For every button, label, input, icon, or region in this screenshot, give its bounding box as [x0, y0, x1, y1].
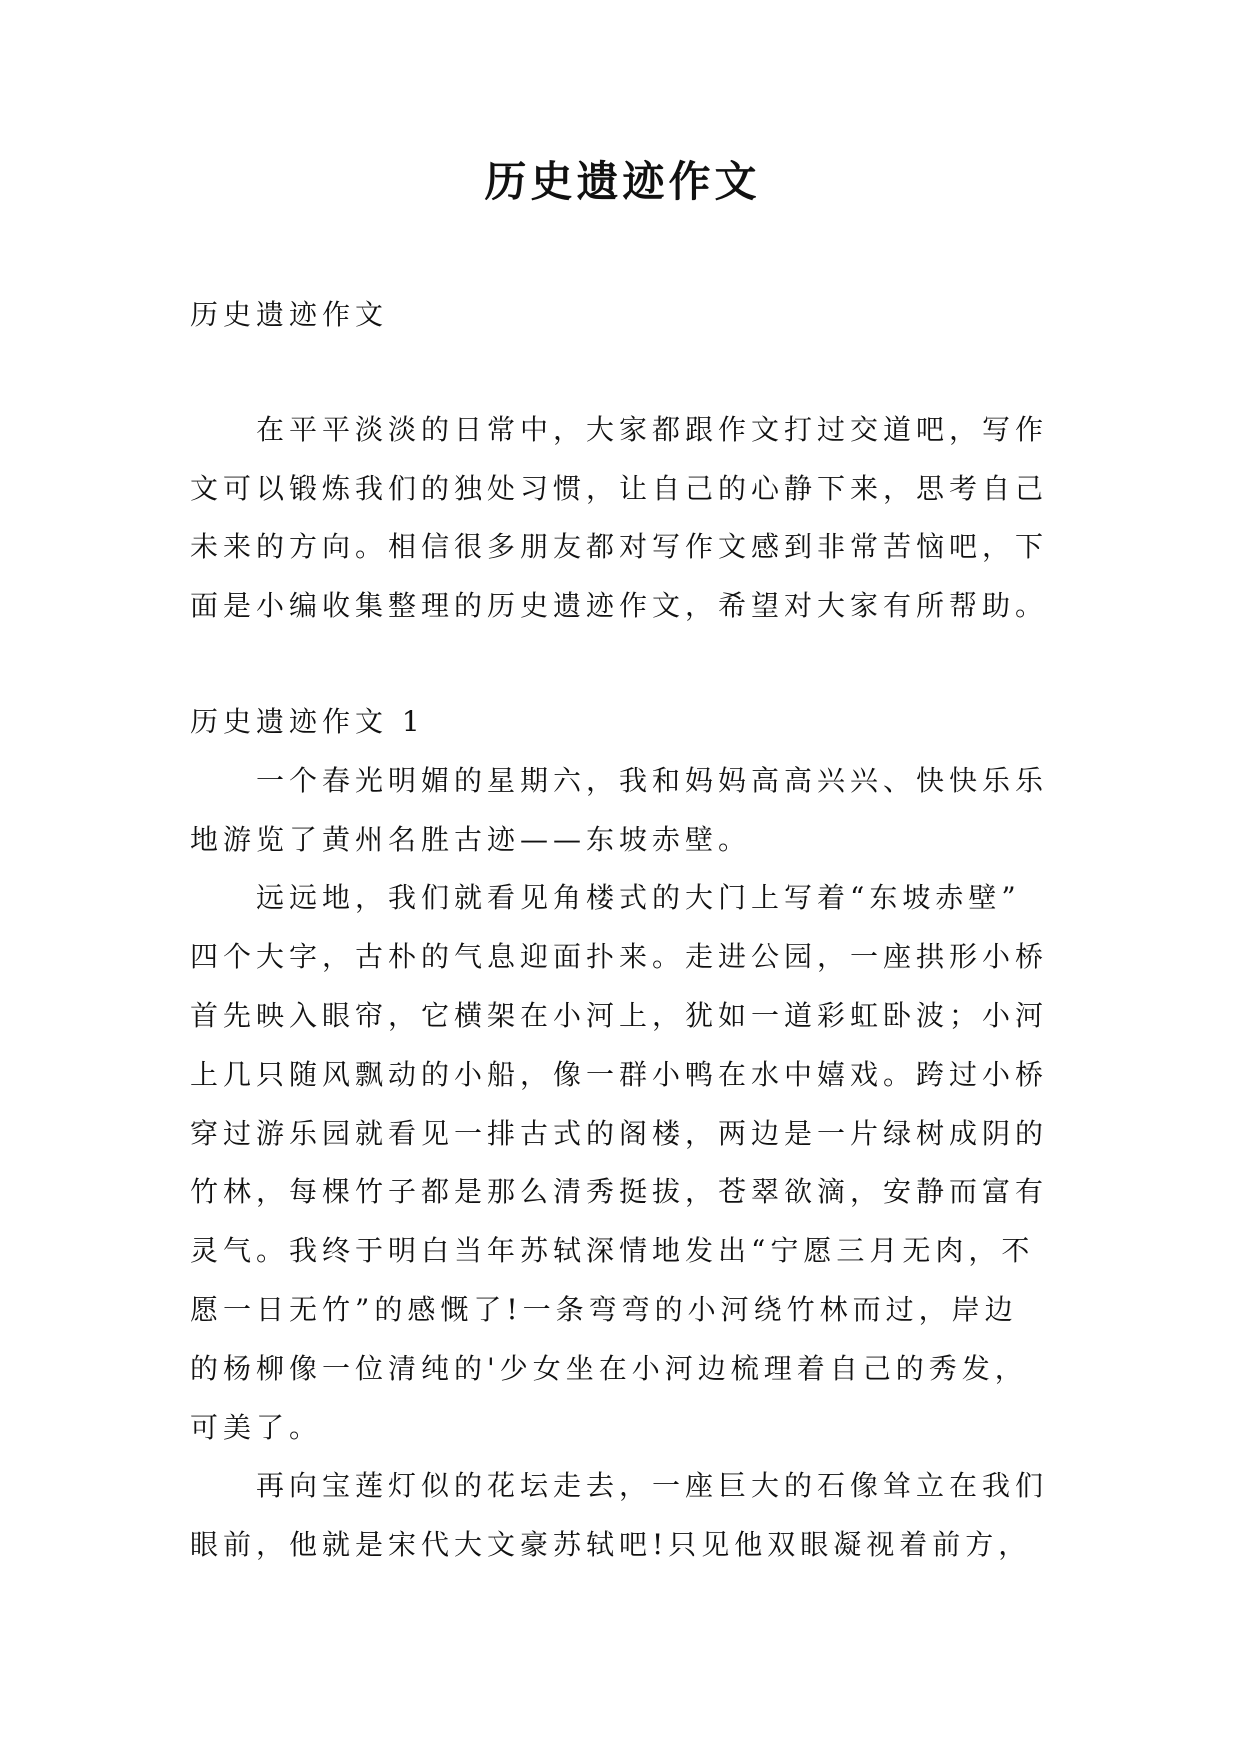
paragraph-line: 的杨柳像一位清纯的'少女坐在小河边梳理着自己的秀发， [190, 1351, 1028, 1385]
paragraph-line: 灵气。我终于明白当年苏轼深情地发出“宁愿三月无肉，不 [190, 1234, 1035, 1268]
paragraph-line: 上几只随风飘动的小船，像一群小鸭在水中嬉戏。跨过小桥 [190, 1057, 1049, 1091]
paragraph-line: 面是小编收集整理的历史遗迹作文，希望对大家有所帮助。 [190, 589, 1049, 623]
page-title: 历史遗迹作文 [484, 157, 761, 206]
paragraph-line: 文可以锻炼我们的独处习惯，让自己的心静下来，思考自己 [190, 471, 1049, 505]
paragraph-line: 穿过游乐园就看见一排古式的阁楼，两边是一片绿树成阴的 [190, 1116, 1049, 1150]
paragraph [190, 752, 1090, 870]
paragraph-line: 一个春光明媚的星期六，我和妈妈高高兴兴、快快乐乐 [256, 763, 1049, 797]
section-heading: 历史遗迹作文 1 [190, 704, 425, 738]
intro-paragraph [190, 401, 1090, 636]
spacer [190, 636, 1090, 693]
paragraph-line: 竹林，每棵竹子都是那么清秀挺拔，苍翠欲滴，安静而富有 [190, 1175, 1049, 1209]
paragraph-line: 首先映入眼帘，它横架在小河上，犹如一道彩虹卧波；小河 [190, 998, 1049, 1032]
paragraph-line: 未来的方向。相信很多朋友都对写作文感到非常苦恼吧，下 [190, 530, 1049, 564]
paragraph-line: 地游览了黄州名胜古迹——东坡赤壁。 [190, 822, 752, 856]
spacer [190, 345, 1090, 401]
paragraph [190, 869, 1090, 1457]
document-subtitle: 历史遗迹作文 [190, 298, 389, 331]
paragraph-line: 可美了。 [190, 1410, 323, 1444]
paragraph-line: 在平平淡淡的日常中，大家都跟作文打过交道吧，写作 [256, 412, 1049, 446]
document-body [190, 286, 1090, 1575]
paragraph-line: 愿一日无竹”的感慨了!一条弯弯的小河绕竹林而过，岸边 [190, 1292, 1018, 1326]
paragraph [190, 1457, 1090, 1575]
paragraph-line: 再向宝莲灯似的花坛走去，一座巨大的石像耸立在我们 [256, 1469, 1049, 1503]
paragraph-line: 远远地，我们就看见角楼式的大门上写着“东坡赤壁” [256, 881, 1021, 915]
paragraph-line: 四个大字，古朴的气息迎面扑来。走进公园，一座拱形小桥 [190, 940, 1049, 974]
paragraph-line: 眼前，他就是宋代大文豪苏轼吧!只见他双眼凝视着前方， [190, 1528, 1032, 1562]
